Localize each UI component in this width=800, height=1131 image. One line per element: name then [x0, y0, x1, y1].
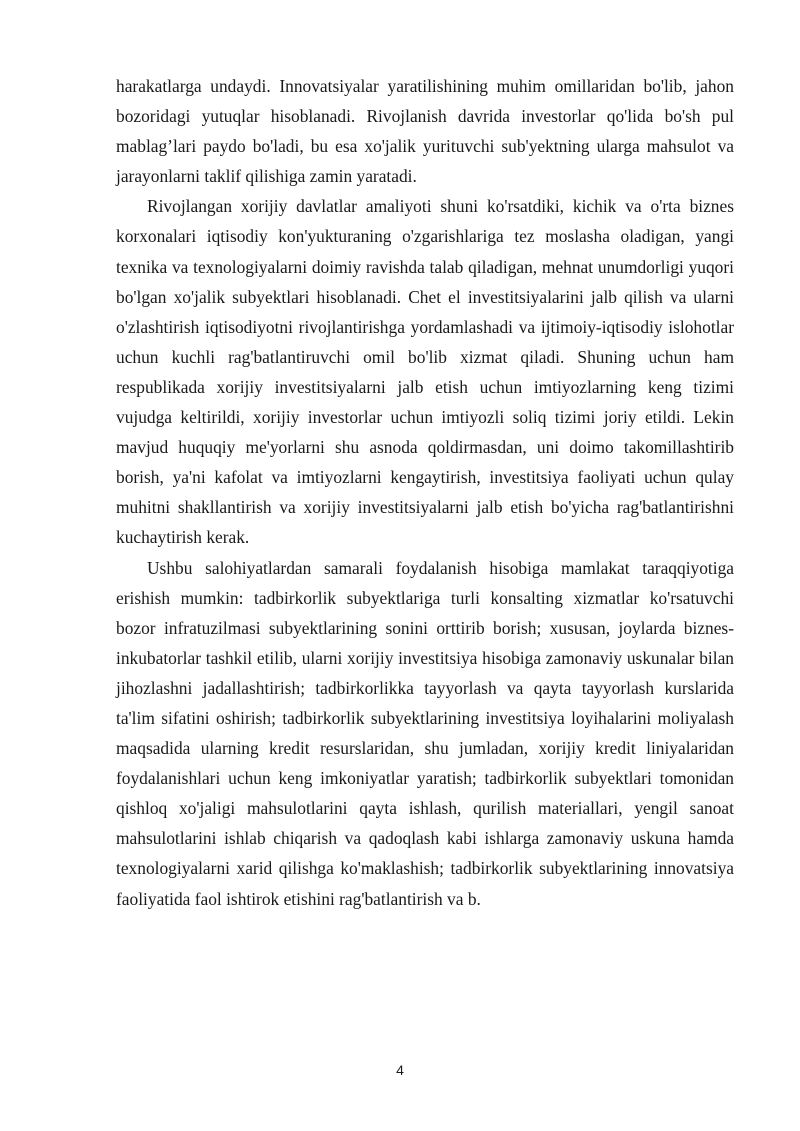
paragraph-continuation: harakatlarga undaydi. Innovatsiyalar yaratilishining muhim omillaridan bo'lib, jahon bozoridagi yutuqlar hisoblanadi. Rivojlanish davrida investorlar qo'lida bo'sh pul mablag’lari paydo bo'ladi, bu esa xo'jalik yurituvchi sub'yektning ularga mahsulot va jarayonlarni taklif qilishiga zamin yaratadi. [116, 76, 734, 187]
page-number: 4 [396, 1062, 404, 1078]
document-body [116, 71, 734, 914]
paragraph-foreign-experience: Rivojlangan xorijiy davlatlar amaliyoti shuni ko'rsatdiki, kichik va o'rta biznes korxonalari iqtisodiy kon'yukturaning o'zgarishlariga tez moslasha oladigan, yangi texnika va texnologiyalarni doimiy ravishda talab qiladigan, mehnat unumdorligi yuqori bo'lgan xo'jalik subyektlari hisoblanadi. Chet el investitsiyalarini jalb qilish va ularni o'zlashtirish iqtisodiyotni rivojlantirishga yordamlashadi va ijtimoiy-iqtisodiy islohotlar uchun kuchli rag'batlantiruvchi omil bo'lib xizmat qiladi. Shuning uchun ham respublikada xorijiy investitsiyalarni jalb etish uchun imtiyozlarning keng tizimi vujudga keltirildi, xorijiy investorlar uchun imtiyozli soliq tizimi joriy etildi. Lekin mavjud huquqiy me'yorlarni shu asnoda qoldirmasdan, uni doimo takomillashtirib borish, ya'ni kafolat va imtiyozlarni kengaytirish, investitsiya faoliyati uchun qulay muhitni shakllantirish va xorijiy investitsiyalarni jalb etish bo'yicha rag'batlantirishni kuchaytirish kerak. [116, 196, 734, 548]
paragraph-development-potential: Ushbu salohiyatlardan samarali foydalanish hisobiga mamlakat taraqqiyotiga erishish mumkin: tadbirkorlik subyektlariga turli konsalting xizmatlar ko'rsatuvchi bozor infratuzilmasi subyektlarining sonini orttirib borish; xususan, joylarda biznes-inkubatorlar tashkil etilib, ularni xorijiy investitsiya hisobiga zamonaviy uskunalar bilan jihozlashni jadallashtirish; tadbirkorlikka tayyorlash va qayta tayyorlash kurslarida ta'lim sifatini oshirish; tadbirkorlik subyektlarining investitsiya loyihalarini moliyalash maqsadida ularning kredit resurslaridan, shu jumladan, xorijiy kredit liniyalaridan foydalanishlari uchun keng imkoniyatlar yaratish; tadbirkorlik subyektlari tomonidan qishloq xo'jaligi mahsulotlarini qayta ishlash, qurilish materiallari, yengil sanoat mahsulotlarini ishlab chiqarish va qadoqlash kabi ishlarga zamonaviy uskuna hamda texnologiyalarni xarid qilishga ko'maklashish; tadbirkorlik subyektlarining innovatsiya faoliyatida faol ishtirok etishini rag'batlantirish va b. [116, 557, 734, 909]
